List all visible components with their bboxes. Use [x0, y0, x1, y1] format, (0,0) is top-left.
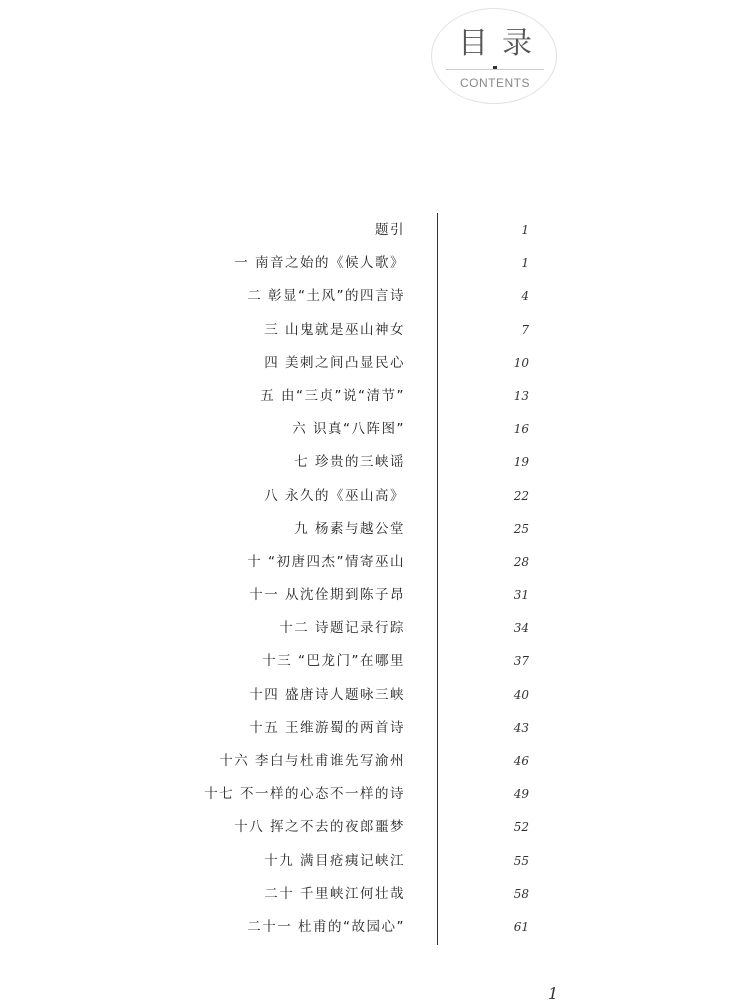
- toc-entry-page-number: 25: [513, 521, 529, 536]
- contents-subtitle: CONTENTS: [460, 76, 530, 90]
- toc-entry[interactable]: [0, 711, 750, 744]
- toc-entry-page-number: 46: [513, 754, 529, 768]
- toc-entry-page-number: 19: [513, 455, 529, 470]
- toc-entry[interactable]: [0, 777, 750, 810]
- toc-entry[interactable]: [0, 844, 750, 877]
- toc-entry[interactable]: [0, 445, 750, 478]
- toc-entry-title: 十五 王维游蜀的两首诗: [249, 719, 405, 736]
- toc-entry-page-number: 1: [521, 256, 529, 271]
- toc-entry[interactable]: [0, 810, 750, 843]
- toc-entry-page-number: 28: [513, 554, 529, 569]
- toc-entry-title: 十四 盛唐诗人题咏三峡: [249, 686, 405, 703]
- toc-entry[interactable]: [0, 744, 750, 777]
- toc-entry-page-number: 10: [513, 355, 529, 370]
- toc-entry[interactable]: [0, 479, 750, 512]
- toc-entry[interactable]: [0, 678, 750, 711]
- toc-entry-page-number: 43: [513, 720, 529, 735]
- title-rule: [446, 69, 544, 70]
- toc-entry-title: 十三 “巴龙门”在哪里: [262, 653, 405, 670]
- toc-entry-page-number: 40: [513, 687, 529, 702]
- toc-entry[interactable]: [0, 213, 750, 246]
- toc-entry[interactable]: [0, 512, 750, 545]
- toc-entry-title: 八 永久的《巫山高》: [264, 487, 405, 504]
- toc-entry-page-number: 7: [521, 322, 529, 337]
- toc-entry-page-number: 52: [513, 820, 529, 835]
- toc-entry-page-number: 16: [513, 422, 529, 437]
- toc-entry-page-number: 49: [513, 787, 529, 802]
- contents-title: 目录: [458, 26, 546, 61]
- toc-entry-title: 十七 不一样的心态不一样的诗: [204, 786, 405, 803]
- toc-entry-title: 六 识真“八阵图”: [292, 421, 405, 438]
- toc-entry-page-number: 31: [513, 588, 529, 603]
- toc-entry[interactable]: [0, 611, 750, 644]
- toc-entry-page-number: 22: [513, 488, 529, 503]
- toc-entry[interactable]: [0, 578, 750, 611]
- contents-header-badge: [431, 8, 557, 104]
- toc-entry-page-number: 61: [513, 919, 529, 934]
- toc-entry-page-number: 55: [513, 853, 529, 868]
- toc-entry-title: 二十 千里峡江何壮哉: [264, 885, 405, 902]
- toc-entry[interactable]: [0, 412, 750, 445]
- toc-entry-page-number: 1: [521, 223, 529, 237]
- toc-entry-page-number: 37: [513, 654, 529, 669]
- toc-entry[interactable]: [0, 545, 750, 578]
- toc-entry-title: 五 由“三贞”说“清节”: [260, 387, 405, 404]
- toc-entry[interactable]: [0, 379, 750, 412]
- toc-entry-title: 十八 挥之不去的夜郎噩梦: [234, 819, 405, 836]
- toc-entry-title: 二 彰显“土风”的四言诗: [247, 288, 405, 305]
- page-folio: 1: [548, 984, 559, 1003]
- toc-entry-title: 十六 李白与杜甫谁先写渝州: [219, 753, 405, 769]
- toc-entry-title: 三 山鬼就是巫山神女: [264, 321, 405, 338]
- toc-entry[interactable]: [0, 313, 750, 346]
- toc-entry-title: 四 美刺之间凸显民心: [264, 354, 405, 371]
- table-of-contents: [0, 213, 750, 943]
- toc-entry[interactable]: [0, 877, 750, 910]
- toc-entry-title: 九 杨素与越公堂: [294, 520, 405, 537]
- toc-entry-title: 十 “初唐四杰”情寄巫山: [247, 553, 405, 570]
- toc-entry-page-number: 13: [513, 388, 529, 403]
- toc-entry-page-number: 34: [513, 621, 529, 636]
- toc-entry[interactable]: [0, 246, 750, 279]
- toc-entry-title: 十二 诗题记录行踪: [279, 620, 405, 637]
- toc-entry-title: 七 珍贵的三峡谣: [294, 454, 405, 471]
- toc-entry-page-number: 4: [521, 289, 529, 304]
- toc-entry[interactable]: [0, 910, 750, 943]
- toc-entry-title: 二十一 杜甫的“故园心”: [247, 918, 405, 935]
- toc-entry[interactable]: [0, 644, 750, 677]
- toc-entry-title: 十九 满目疮痍记峡江: [264, 852, 405, 869]
- toc-entry-page-number: 58: [513, 886, 529, 901]
- toc-entry[interactable]: [0, 346, 750, 379]
- toc-entry-title: 十一 从沈佺期到陈子昂: [249, 587, 405, 604]
- toc-entry[interactable]: [0, 279, 750, 312]
- toc-entry-title: 一 南音之始的《候人歌》: [234, 255, 405, 272]
- toc-entry-title: 题引: [375, 222, 405, 238]
